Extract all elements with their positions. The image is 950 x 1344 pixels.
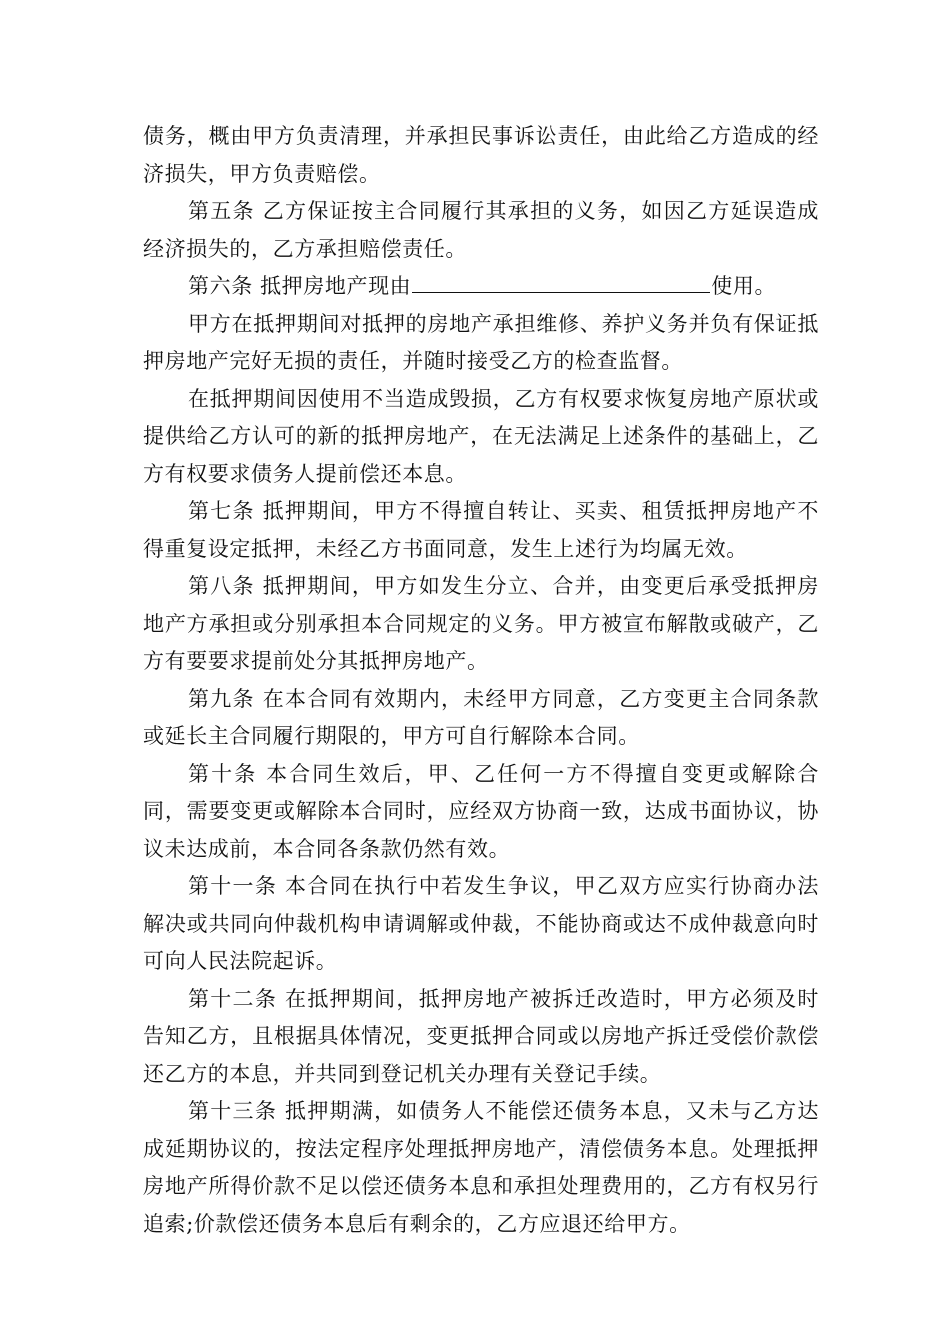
article-6-text-after: 使用。 (711, 274, 777, 298)
fill-in-blank-line (412, 270, 710, 293)
paragraph-article-6 (143, 268, 819, 306)
paragraph-article-10: 第十条 本合同生效后，甲、乙任何一方不得擅自变更或解除合同，需要变更或解除本合同时，应经双方协商一致，达成书面协议，协议未达成前，本合同各条款仍然有效。 (143, 761, 819, 861)
paragraph-article-12: 第十二条 在抵押期间，抵押房地产被拆迁改造时，甲方必须及时告知乙方，且根据具体情况，变更抵押合同或以房地产拆迁受偿价款偿还乙方的本息，并共同到登记机关办理有关登记手续。 (143, 986, 819, 1086)
paragraph-article-11: 第十一条 本合同在执行中若发生争议，甲乙双方应实行协商办法解决或共同向仲裁机构申请调解或仲裁，不能协商或达不成仲裁意向时可向人民法院起诉。 (143, 874, 819, 973)
paragraph-continuation: 债务，概由甲方负责清理，并承担民事诉讼责任，由此给乙方造成的经济损失，甲方负责赔偿。 (143, 124, 819, 186)
paragraph-article-7: 第七条 抵押期间，甲方不得擅自转让、买卖、租赁抵押房地产不得重复设定抵押，未经乙方书面同意，发生上述行为均属无效。 (143, 499, 819, 561)
paragraph-article-13: 第十三条 抵押期满，如债务人不能偿还债务本息，又未与乙方达成延期协议的，按法定程序处理抵押房地产，清偿债务本息。处理抵押房地产所得价款不足以偿还债务本息和承担处理费用的，乙方有权另行追索;价款偿还债务本息后有剩余的，乙方应退还给甲方。 (143, 1099, 819, 1236)
paragraph-article-5: 第五条 乙方保证按主合同履行其承担的义务，如因乙方延误造成经济损失的，乙方承担赔偿责任。 (143, 199, 819, 261)
article-6-text-before: 第六条 抵押房地产现由 (188, 274, 412, 298)
paragraph-article-8: 第八条 抵押期间，甲方如发生分立、合并，由变更后承受抵押房地产方承担或分别承担本合同规定的义务。甲方被宣布解散或破产，乙方有要要求提前处分其抵押房地产。 (143, 574, 819, 673)
paragraph-maintenance-duty: 甲方在抵押期间对抵押的房地产承担维修、养护义务并负有保证抵押房地产完好无损的责任，并随时接受乙方的检查监督。 (143, 311, 819, 373)
document-body (143, 118, 819, 1243)
paragraph-damage-remedy: 在抵押期间因使用不当造成毁损，乙方有权要求恢复房地产原状或提供给乙方认可的新的抵押房地产，在无法满足上述条件的基础上，乙方有权要求债务人提前偿还本息。 (143, 386, 819, 486)
paragraph-article-9: 第九条 在本合同有效期内，未经甲方同意，乙方变更主合同条款或延长主合同履行期限的，甲方可自行解除本合同。 (143, 686, 819, 748)
